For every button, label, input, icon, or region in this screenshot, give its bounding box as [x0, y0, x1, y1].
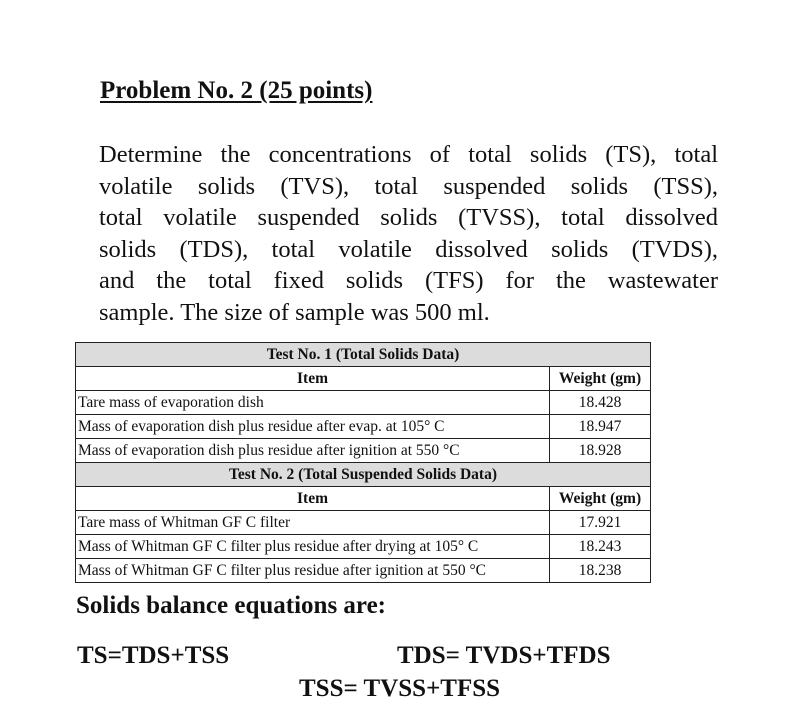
- table-row: [76, 439, 651, 463]
- weight-cell: 18.947: [550, 415, 651, 439]
- statement-line: sample. The size of sample was 500 ml.: [99, 298, 490, 326]
- item-cell: Mass of Whitman GF C filter plus residue after drying at 105° C: [76, 535, 550, 559]
- test2-weight-header: Weight (gm): [550, 487, 651, 511]
- equation-tds: TDS= TVDS+TFDS: [397, 642, 611, 669]
- test1-title-row: [76, 343, 651, 367]
- table-row: [76, 535, 651, 559]
- test2-header-row: [76, 487, 651, 511]
- item-cell: Tare mass of evaporation dish: [76, 391, 550, 415]
- item-cell: Mass of evaporation dish plus residue after evap. at 105° C: [76, 415, 550, 439]
- problem-statement: [99, 139, 718, 328]
- statement-line: total volatile suspended solids (TVSS), total dissolved: [99, 204, 718, 231]
- test1-weight-header: Weight (gm): [550, 367, 651, 391]
- test1-header-row: [76, 367, 651, 391]
- item-cell: Tare mass of Whitman GF C filter: [76, 511, 550, 535]
- weight-cell: 17.921: [550, 511, 651, 535]
- item-cell: Mass of Whitman GF C filter plus residue after ignition at 550 °C: [76, 559, 550, 583]
- problem-heading: Problem No. 2 (25 points): [100, 77, 373, 104]
- weight-cell: 18.428: [550, 391, 651, 415]
- statement-line: volatile solids (TVS), total suspended solids (TSS),: [99, 172, 718, 200]
- statement-line: Determine the concentrations of total solids (TS), total: [99, 141, 718, 168]
- test1-title: Test No. 1 (Total Solids Data): [76, 343, 651, 367]
- table-row: [76, 559, 651, 583]
- table-row: [76, 391, 651, 415]
- table-row: [76, 415, 651, 439]
- weight-cell: 18.243: [550, 535, 651, 559]
- equations-heading: Solids balance equations are:: [76, 592, 386, 619]
- test2-title: Test No. 2 (Total Suspended Solids Data): [76, 463, 651, 487]
- equation-ts: TS=TDS+TSS: [77, 642, 230, 669]
- statement-line: solids (TDS), total volatile dissolved solids (TVDS),: [99, 235, 718, 263]
- equation-tss: TSS= TVSS+TFSS: [299, 675, 501, 702]
- item-cell: Mass of evaporation dish plus residue after ignition at 550 °C: [76, 439, 550, 463]
- statement-line: and the total fixed solids (TFS) for the wastewater: [99, 267, 718, 294]
- test1-item-header: Item: [76, 367, 550, 391]
- table-row: [76, 511, 651, 535]
- test2-title-row: [76, 463, 651, 487]
- weight-cell: 18.238: [550, 559, 651, 583]
- weight-cell: 18.928: [550, 439, 651, 463]
- test2-item-header: Item: [76, 487, 550, 511]
- solids-data-table: [75, 342, 651, 583]
